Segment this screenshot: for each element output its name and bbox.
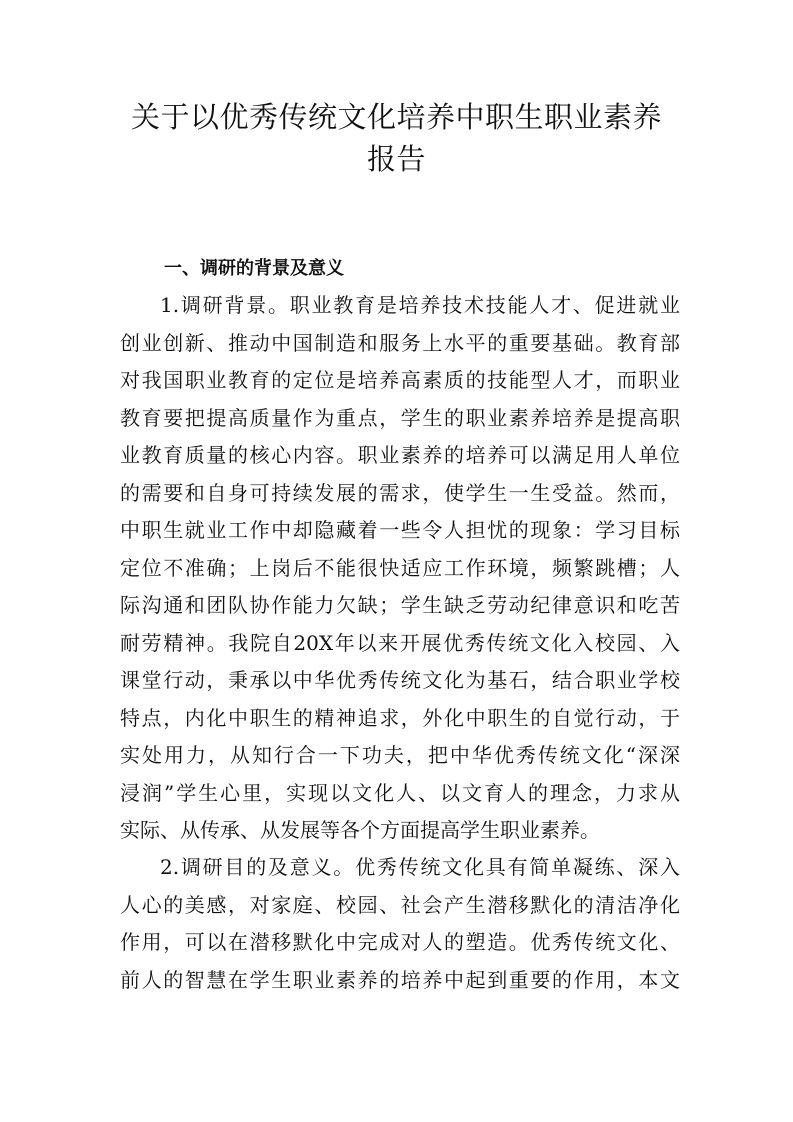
paragraph-line: 实际、从传承、从发展等各个方面提高学生职业素养。 [120, 818, 600, 842]
paragraph-line: 特点，内化中职生的精神追求，外化中职生的自觉行动，于 [120, 705, 680, 730]
paragraph-line: 作用，可以在潜移默化中完成对人的塑造。优秀传统文化、 [120, 930, 680, 954]
paragraph-line: 人心的美感，对家庭、校园、社会产生潜移默化的清洁净化 [120, 892, 680, 917]
paragraph-line: 中职生就业工作中却隐藏着一些令人担忧的现象：学习目标 [120, 518, 680, 542]
paragraph-line: 定位不准确；上岗后不能很快适应工作环境，频繁跳槽；人 [120, 555, 680, 580]
paragraph-line: 教育要把提高质量作为重点，学生的职业素养培养是提高职 [120, 405, 680, 430]
paragraph-line: 际沟通和团队协作能力欠缺；学生缺乏劳动纪律意识和吃苦 [120, 593, 680, 617]
paragraph-line: 前人的智慧在学生职业素养的培养中起到重要的作用，本文 [120, 967, 680, 992]
title-line: 关于以优秀传统文化培养中职生职业素养 [130, 100, 662, 134]
paragraph-line: 2.调研目的及意义。优秀传统文化具有简单凝练、深入 [160, 855, 680, 879]
paragraph-research-purpose [120, 849, 680, 999]
paragraph-research-background [120, 287, 680, 850]
paragraph-line: 课堂行动，秉承以中华优秀传统文化为基石，结合职业学校 [120, 668, 680, 692]
paragraph-line: 业教育质量的核心内容。职业素养的培养可以满足用人单位 [120, 443, 680, 467]
paragraph-line: 的需要和自身可持续发展的需求，使学生一生受益。然而， [120, 480, 680, 505]
paragraph-line: 浸润”学生心里，实现以文化人、以文育人的理念，力求从 [120, 780, 680, 805]
title-line: 报告 [366, 142, 426, 176]
paragraph-line: 对我国职业教育的定位是培养高素质的技能型人才，而职业 [120, 368, 680, 392]
section-heading: 一、调研的背景及意义 [164, 258, 344, 279]
paragraph-line: 耐劳精神。我院自20X年以来开展优秀传统文化入校园、入 [120, 630, 680, 655]
document-title [110, 96, 683, 180]
paragraph-line: 1.调研背景。职业教育是培养技术技能人才、促进就业 [160, 293, 680, 317]
paragraph-line: 实处用力，从知行合一下功夫，把中华优秀传统文化“深深 [120, 743, 680, 767]
paragraph-line: 创业创新、推动中国制造和服务上水平的重要基础。教育部 [120, 330, 680, 355]
